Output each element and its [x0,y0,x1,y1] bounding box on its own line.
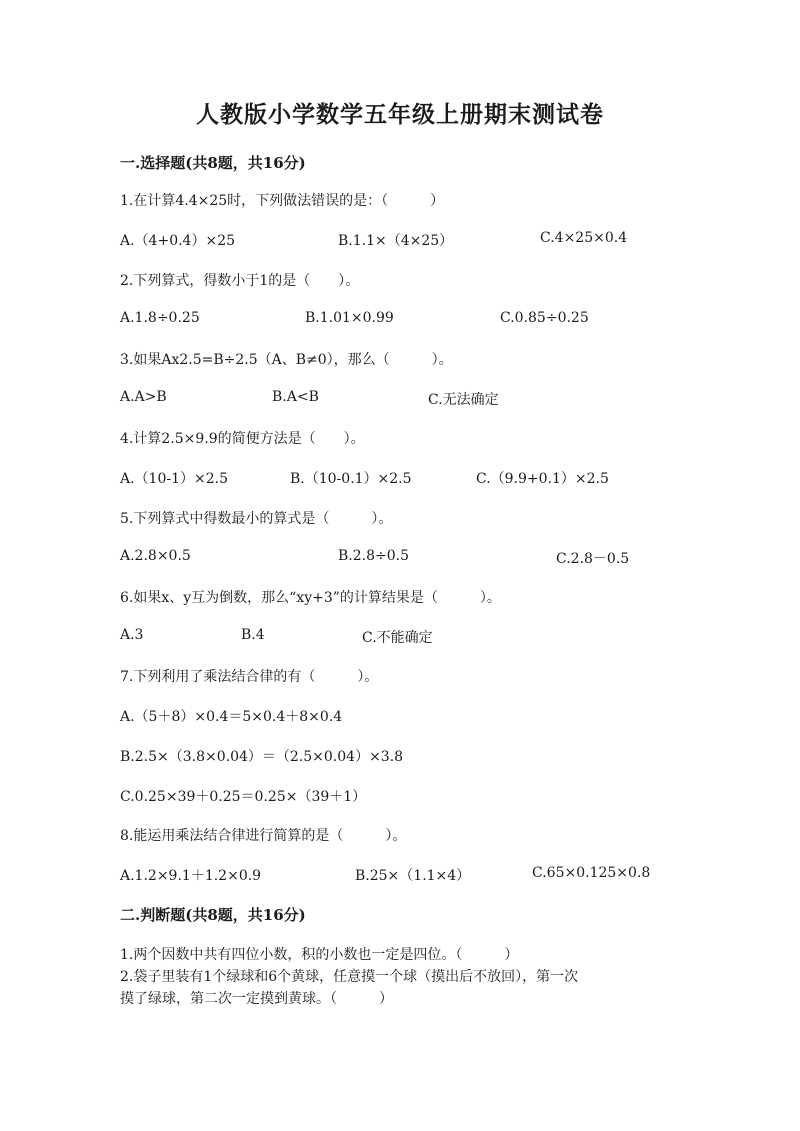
question-7-option-b: B.2.5×（3.8×0.04）＝（2.5×0.04）×3.8 [120,749,404,765]
question-1-option-b: B.1.1×（4×25） [338,233,454,249]
question-4-option-b: B.（10-0.1）×2.5 [290,471,412,487]
question-7: 7.下列利用了乘法结合律的有（ ）。 [120,669,379,685]
question-3: 3.如果Ax2.5=B÷2.5（A、B≠0），那么（ ）。 [120,352,453,368]
section-heading-judgment: 二.判断题(共8题，共16分) [120,906,306,924]
question-4-option-a: A.（10-1）×2.5 [120,471,229,487]
question-4-option-c: C.（9.9+0.1）×2.5 [476,471,609,487]
question-5: 5.下列算式中得数最小的算式是（ ）。 [120,511,393,527]
judgment-question-2-line-2: 摸了绿球，第二次一定摸到黄球。（ ） [120,991,393,1007]
question-2: 2.下列算式，得数小于1的是（ ）。 [120,273,360,289]
section-heading-choice: 一.选择题(共8题，共16分) [120,154,306,172]
question-7-option-a: A.（5＋8）×0.4＝5×0.4＋8×0.4 [120,709,343,725]
question-2-option-c: C.0.85÷0.25 [500,310,589,326]
question-3-option-c: C.无法确定 [428,392,499,408]
question-6-option-b: B.4 [241,627,265,643]
question-5-option-a: A.2.8×0.5 [120,548,191,564]
question-4: 4.计算2.5×9.9的简便方法是（ ）。 [120,431,365,447]
question-2-option-b: B.1.01×0.99 [305,310,394,326]
question-3-option-b: B.A<B [272,389,319,405]
question-2-option-a: A.1.8÷0.25 [120,310,200,326]
page-title: 人教版小学数学五年级上册期末测试卷 [196,101,604,128]
question-6: 6.如果x、y互为倒数，那么“xy+3”的计算结果是（ ）。 [120,590,501,606]
question-8-option-b: B.25×（1.1×4） [355,868,471,884]
question-7-option-c: C.0.25×39＋0.25＝0.25×（39＋1） [120,789,367,805]
question-5-option-b: B.2.8÷0.5 [338,548,409,564]
judgment-question-2-line-1: 2.袋子里装有1个绿球和6个黄球，任意摸一个球（摸出后不放回），第一次 [120,969,579,985]
question-8-option-a: A.1.2×9.1＋1.2×0.9 [120,868,262,884]
question-1-option-a: A.（4+0.4）×25 [120,233,236,249]
judgment-question-1: 1.两个因数中共有四位小数，积的小数也一定是四位。（ ） [120,947,519,963]
question-8-option-c: C.65×0.125×0.8 [532,865,651,881]
question-6-option-a: A.3 [120,627,144,643]
question-1-option-c: C.4×25×0.4 [540,230,628,246]
question-8: 8.能运用乘法结合律进行简算的是（ ）。 [120,828,407,844]
question-5-option-c: C.2.8－0.5 [556,551,630,567]
question-1: 1.在计算4.4×25时，下列做法错误的是：（ ） [120,193,445,209]
question-6-option-c: C.不能确定 [362,630,433,646]
question-3-option-a: A.A>B [120,389,167,405]
